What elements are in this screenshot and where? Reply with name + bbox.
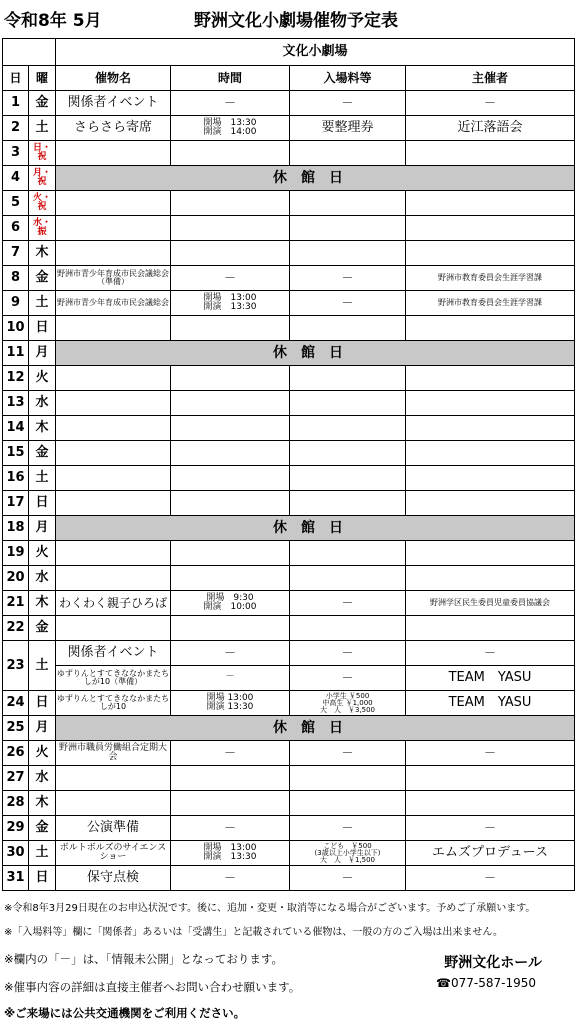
day-cell: 26	[3, 741, 29, 766]
day-cell: 16	[3, 466, 29, 491]
event-cell: 公演準備	[56, 816, 171, 841]
open-time: 開場 13:00	[206, 692, 254, 703]
closed-day-cell: 休館日	[56, 166, 575, 191]
time-cell: －	[171, 91, 290, 116]
day-cell: 4	[3, 166, 29, 191]
note-admission: ※「入場料等」欄に「関係者」あるいは「受講生」と記載されている催物は、一般の方のご入場は出来ません。	[4, 927, 503, 938]
organizer-cell: －	[406, 741, 575, 766]
organizer-cell: －	[406, 816, 575, 841]
fee-cell: －	[290, 666, 406, 691]
day-cell: 8	[3, 266, 29, 291]
table-row	[3, 91, 575, 116]
day-cell: 11	[3, 341, 29, 366]
fee-student: 中高生 ￥1,000	[322, 698, 373, 707]
fee-cell: －	[290, 641, 406, 666]
start-time: 開演 14:00	[203, 127, 257, 137]
fee-cell	[290, 841, 406, 866]
table-row	[3, 291, 575, 316]
era-month: 令和8年 5月	[4, 11, 102, 31]
day-cell: 6	[3, 216, 29, 241]
day-cell: 2	[3, 116, 29, 141]
hall-name: 野洲文化ホール	[444, 955, 542, 971]
dow-cell: 月・祝	[29, 166, 56, 191]
closed-day-cell: 休館日	[56, 341, 575, 366]
dow-cell: 水・振	[29, 216, 56, 241]
table-row	[3, 466, 575, 491]
col-event: 催物名	[56, 66, 171, 91]
col-time: 時間	[171, 66, 290, 91]
fee-adult: 大 人 ￥3,500	[319, 705, 376, 714]
event-cell: わくわく親子ひろば	[56, 591, 171, 616]
note-dash: ※欄内の「－」は、「情報未公開」となっております。	[4, 952, 283, 966]
table-row	[3, 866, 575, 891]
event-cell: さらさら寄席	[56, 116, 171, 141]
organizer-cell: 野洲市教育委員会生涯学習課	[406, 266, 575, 291]
dow-cell: 火	[29, 366, 56, 391]
dow-cell: 土	[29, 841, 56, 866]
event-cell: ゆずりんとすてきななかまたち しが10（準備）	[56, 666, 171, 691]
note-status: ※令和8年3月29日現在のお申込状況です。後に、追加・変更・取消等になる場合がございます。予めご了承願います。	[4, 903, 536, 914]
table-row	[3, 791, 575, 816]
organizer-cell: 近江落語会	[406, 116, 575, 141]
day-cell: 1	[3, 91, 29, 116]
dow-cell: 金	[29, 266, 56, 291]
table-row	[3, 716, 575, 741]
organizer-cell: TEAM YASU	[406, 666, 575, 691]
dow-cell: 水	[29, 766, 56, 791]
dow-cell: 水	[29, 566, 56, 591]
table-row	[3, 316, 575, 341]
table-row	[3, 416, 575, 441]
fee-cell	[290, 691, 406, 716]
fee-cell: －	[290, 591, 406, 616]
dow-cell: 金	[29, 441, 56, 466]
table-row	[3, 116, 575, 141]
table-row	[3, 641, 575, 666]
note-transport: ※ご来場には公共交通機関をご利用ください。	[4, 1006, 246, 1020]
time-cell: －	[171, 641, 290, 666]
dow-cell: 月	[29, 716, 56, 741]
dow-cell: 火	[29, 541, 56, 566]
time-cell	[171, 591, 290, 616]
day-cell: 24	[3, 691, 29, 716]
table-row	[3, 541, 575, 566]
table-row	[3, 491, 575, 516]
dow-cell: 火	[29, 741, 56, 766]
open-time: 開場 9:30	[206, 592, 254, 603]
table-row	[3, 516, 575, 541]
dow-cell: 日・祝	[29, 141, 56, 166]
day-cell: 7	[3, 241, 29, 266]
day-cell: 30	[3, 841, 29, 866]
schedule-table	[2, 38, 575, 891]
day-cell: 14	[3, 416, 29, 441]
organizer-cell: －	[406, 91, 575, 116]
dow-cell: 金	[29, 616, 56, 641]
day-cell: 28	[3, 791, 29, 816]
dow-cell: 土	[29, 466, 56, 491]
page-title: 野洲文化小劇場催物予定表	[194, 11, 398, 31]
table-row	[3, 766, 575, 791]
dow-cell: 土	[29, 291, 56, 316]
day-cell: 13	[3, 391, 29, 416]
closed-day-cell: 休館日	[56, 516, 575, 541]
table-row	[3, 441, 575, 466]
table-row	[3, 666, 575, 691]
fee-cell: 要整理券	[290, 116, 406, 141]
event-cell: 野洲市青少年育成市民会議総会	[56, 291, 171, 316]
page-header	[0, 0, 576, 38]
hall-phone: ☎077-587-1950	[436, 976, 536, 990]
organizer-cell: TEAM YASU	[406, 691, 575, 716]
time-cell: －	[171, 866, 290, 891]
day-cell: 3	[3, 141, 29, 166]
organizer-cell: 野洲学区民生委員児童委員協議会	[406, 591, 575, 616]
table-row	[3, 341, 575, 366]
event-cell: ゆずりんとすてきななかまたち しが10	[56, 691, 171, 716]
time-cell: －	[171, 266, 290, 291]
venue-name: 文化小劇場	[56, 39, 575, 66]
open-time: 開場 13:00	[203, 842, 257, 853]
start-time: 開演 13:30	[206, 702, 254, 712]
table-row	[3, 841, 575, 866]
closed-day-cell: 休館日	[56, 716, 575, 741]
table-row	[3, 366, 575, 391]
organizer-cell: －	[406, 866, 575, 891]
table-row	[3, 616, 575, 641]
fee-cell: －	[290, 741, 406, 766]
day-cell: 5	[3, 191, 29, 216]
dow-cell: 水	[29, 391, 56, 416]
day-cell: 9	[3, 291, 29, 316]
day-cell: 10	[3, 316, 29, 341]
event-cell: ボルトボルズのサイエンスショー	[56, 841, 171, 866]
organizer-cell: 野洲市教育委員会生涯学習課	[406, 291, 575, 316]
day-cell: 15	[3, 441, 29, 466]
dow-cell: 木	[29, 416, 56, 441]
dow-cell: 日	[29, 866, 56, 891]
event-cell: 野洲市職員労働組合定期大会	[56, 741, 171, 766]
venue-row	[3, 39, 575, 66]
dow-cell: 日	[29, 691, 56, 716]
dow-cell: 日	[29, 491, 56, 516]
dow-cell: 日	[29, 316, 56, 341]
dow-cell: 木	[29, 791, 56, 816]
day-cell: 17	[3, 491, 29, 516]
dow-cell: 金	[29, 816, 56, 841]
table-row	[3, 141, 575, 166]
start-time: 開演 13:30	[203, 302, 257, 312]
time-cell	[171, 691, 290, 716]
fee-cell: －	[290, 91, 406, 116]
fee-cell: －	[290, 291, 406, 316]
day-cell: 31	[3, 866, 29, 891]
open-time: 開場 13:30	[203, 117, 257, 128]
table-row	[3, 741, 575, 766]
day-cell: 27	[3, 766, 29, 791]
table-row	[3, 591, 575, 616]
fee-cell: －	[290, 266, 406, 291]
table-row	[3, 216, 575, 241]
start-time: 開演 10:00	[203, 602, 257, 612]
dow-cell: 土	[29, 641, 56, 691]
day-cell: 29	[3, 816, 29, 841]
col-organizer: 主催者	[406, 66, 575, 91]
dow-cell: 木	[29, 591, 56, 616]
table-row	[3, 691, 575, 716]
note-contact-organizer: ※催事内容の詳細は直接主催者へお問い合わせ願います。	[4, 980, 301, 994]
organizer-cell: －	[406, 641, 575, 666]
day-cell: 20	[3, 566, 29, 591]
col-day: 日	[3, 66, 29, 91]
day-cell: 12	[3, 366, 29, 391]
dow-cell: 木	[29, 241, 56, 266]
day-cell: 18	[3, 516, 29, 541]
col-dow: 曜	[29, 66, 56, 91]
time-cell	[171, 291, 290, 316]
event-cell: 野洲市青少年育成市民会議総会 （準備）	[56, 266, 171, 291]
dow-cell: 月	[29, 516, 56, 541]
table-row	[3, 166, 575, 191]
dow-cell: 土	[29, 116, 56, 141]
time-cell: －	[171, 816, 290, 841]
day-cell: 25	[3, 716, 29, 741]
time-cell	[171, 841, 290, 866]
event-cell: 関係者イベント	[56, 91, 171, 116]
fee-child: 小学生 ￥500	[325, 691, 370, 700]
table-row	[3, 816, 575, 841]
day-cell: 19	[3, 541, 29, 566]
start-time: 開演 13:30	[203, 852, 257, 862]
fee-child: こども ￥500	[323, 841, 372, 850]
event-cell: 関係者イベント	[56, 641, 171, 666]
fee-adult: 大 人 ￥1,500	[319, 855, 376, 864]
event-cell: 保守点検	[56, 866, 171, 891]
table-row	[3, 566, 575, 591]
column-header-row	[3, 66, 575, 91]
time-cell	[171, 116, 290, 141]
table-row	[3, 266, 575, 291]
day-cell: 23	[3, 641, 29, 691]
time-cell: －	[171, 741, 290, 766]
dow-cell: 火・祝	[29, 191, 56, 216]
day-cell: 21	[3, 591, 29, 616]
time-cell: －	[171, 666, 290, 691]
open-time: 開場 13:00	[203, 292, 257, 303]
dow-cell: 月	[29, 341, 56, 366]
organizer-cell: エムズプロデュース	[406, 841, 575, 866]
fee-child-note: (3歳以上小学生以下)	[314, 848, 381, 857]
day-cell: 22	[3, 616, 29, 641]
col-fee: 入場料等	[290, 66, 406, 91]
table-row	[3, 241, 575, 266]
fee-cell: －	[290, 816, 406, 841]
fee-cell: －	[290, 866, 406, 891]
dow-cell: 金	[29, 91, 56, 116]
table-row	[3, 391, 575, 416]
table-row	[3, 191, 575, 216]
